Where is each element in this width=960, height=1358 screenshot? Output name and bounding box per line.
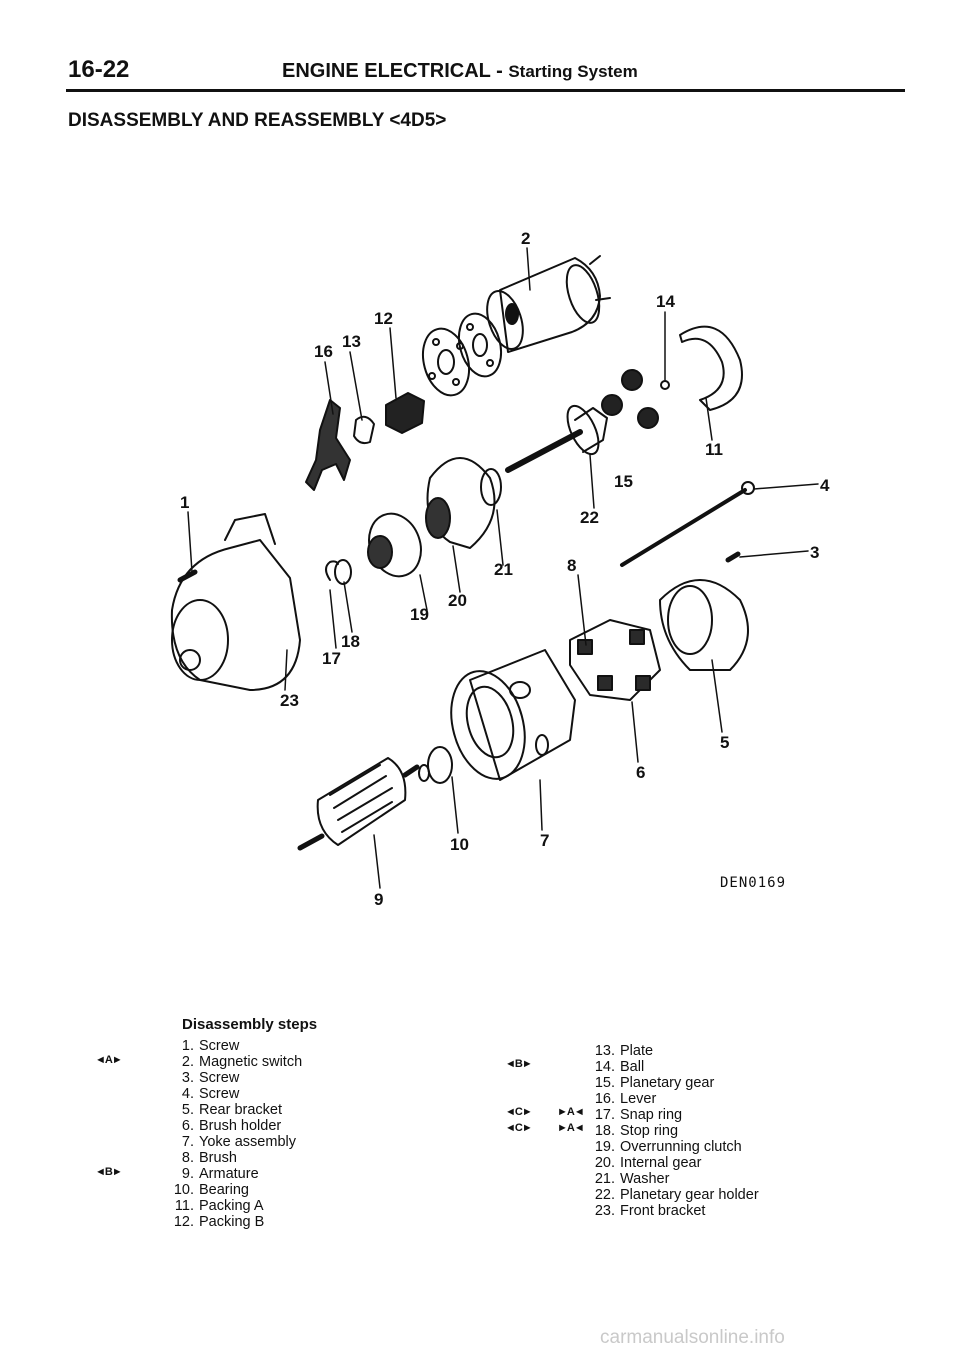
packing-plates-drawing (416, 309, 508, 401)
step-item (591, 1107, 759, 1123)
step-number: 4. (181, 1086, 194, 1102)
step-item (591, 1059, 759, 1075)
packing-a-ring-drawing (680, 327, 742, 410)
ball-drawing (661, 381, 669, 389)
callout-21: 21 (494, 560, 513, 579)
washer-drawing (481, 469, 501, 505)
callout-7: 7 (540, 831, 550, 850)
rear-screw-drawing (728, 554, 738, 560)
step-number: 14. (594, 1059, 615, 1075)
armature-drawing (300, 758, 417, 848)
step-number: 11. (174, 1198, 194, 1214)
step-item (591, 1155, 759, 1171)
title-dash: - (490, 60, 509, 82)
step-item (170, 1054, 302, 1070)
step-label: Magnetic switch (199, 1054, 303, 1070)
overrunning-clutch-drawing (361, 506, 430, 583)
step-label: Internal gear (620, 1155, 702, 1171)
step-number: 13. (594, 1043, 615, 1059)
page-number: 16-22 (68, 56, 130, 83)
step-number: 10. (173, 1182, 194, 1198)
callout-8: 8 (567, 556, 577, 575)
callout-18: 18 (341, 632, 360, 651)
figure-code: DEN0169 (720, 875, 787, 891)
callout-14: 14 (656, 292, 675, 311)
callout-9: 9 (374, 890, 384, 909)
step-label: Ball (620, 1059, 645, 1075)
step-number: 23. (594, 1203, 615, 1219)
step-item (591, 1091, 759, 1107)
step-label: Packing B (199, 1214, 265, 1230)
watermark: carmanualsonline.info (600, 1327, 785, 1348)
planetary-gears-drawing (602, 370, 658, 428)
step-label: Planetary gear holder (620, 1187, 759, 1203)
step-item (591, 1203, 759, 1219)
step-label: Overrunning clutch (620, 1139, 742, 1155)
step-label: Snap ring (620, 1107, 683, 1123)
step-label: Packing A (199, 1198, 264, 1214)
service-mark-b: ◄B► (95, 1166, 122, 1178)
step-label: Front bracket (620, 1203, 706, 1219)
yoke-assembly-drawing (440, 650, 575, 787)
callout-20: 20 (448, 591, 467, 610)
step-number: 19. (594, 1139, 615, 1155)
step-item (170, 1070, 302, 1086)
chapter-subtitle: Starting System (508, 62, 638, 81)
service-mark-b: ◄B► (505, 1058, 532, 1070)
step-item (591, 1187, 759, 1203)
callout-23: 23 (280, 691, 299, 710)
callout-13: 13 (342, 332, 361, 351)
chapter-title: ENGINE ELECTRICAL (282, 60, 491, 82)
step-item (170, 1102, 302, 1118)
callout-11: 11 (705, 440, 723, 459)
service-mark-a-inward: ►A◄ (557, 1106, 584, 1118)
service-mark-a: ◄A► (95, 1054, 122, 1066)
step-number: 18. (594, 1123, 615, 1139)
service-mark-a-inward: ►A◄ (557, 1122, 584, 1134)
step-item (170, 1150, 302, 1166)
step-item (591, 1043, 759, 1059)
internal-gear-drawing (426, 458, 495, 548)
step-item (591, 1123, 759, 1139)
step-label: Planetary gear (620, 1075, 715, 1091)
step-number: 21. (594, 1171, 615, 1187)
through-bolt-drawing (622, 490, 745, 565)
callout-5: 5 (720, 733, 730, 752)
lever-drawing (306, 400, 350, 490)
rear-bracket-drawing (660, 580, 748, 670)
step-number: 6. (181, 1118, 194, 1134)
step-item (170, 1214, 302, 1230)
callout-22: 22 (580, 508, 599, 527)
service-mark-c: ◄C► (505, 1122, 532, 1134)
callout-6: 6 (636, 763, 646, 782)
step-number: 16. (594, 1091, 615, 1107)
step-number: 9. (181, 1166, 194, 1182)
step-label: Armature (199, 1166, 259, 1182)
step-number: 5. (181, 1102, 194, 1118)
step-label: Stop ring (620, 1123, 679, 1139)
step-number: 12. (173, 1214, 194, 1230)
callout-1: 1 (180, 493, 190, 512)
step-label: Rear bracket (199, 1102, 283, 1118)
step-item (170, 1038, 302, 1054)
step-label: Yoke assembly (199, 1134, 296, 1150)
step-label: Washer (620, 1171, 670, 1187)
callout-12: 12 (374, 309, 393, 328)
callout-10: 10 (450, 835, 469, 854)
stop-ring-drawing (335, 560, 351, 584)
step-item (170, 1134, 302, 1150)
step-item (170, 1166, 302, 1182)
front-bracket-drawing (172, 514, 300, 690)
step-item (170, 1182, 302, 1198)
callout-2: 2 (521, 229, 531, 248)
planetary-holder-drawing (508, 401, 607, 470)
step-item (170, 1086, 302, 1102)
brush-holder-drawing (570, 620, 660, 700)
packing-block-drawing (386, 393, 424, 433)
step-label: Plate (620, 1043, 654, 1059)
step-number: 2. (181, 1054, 194, 1070)
step-label: Lever (620, 1091, 657, 1107)
step-item (170, 1198, 302, 1214)
callout-19: 19 (410, 605, 429, 624)
step-label: Screw (199, 1086, 240, 1102)
callout-17: 17 (322, 649, 341, 668)
service-mark-c: ◄C► (505, 1106, 532, 1118)
steps-list-right (591, 1043, 759, 1219)
step-label: Screw (199, 1070, 240, 1086)
callout-4: 4 (820, 476, 830, 495)
step-number: 17. (594, 1107, 615, 1123)
step-item (591, 1139, 759, 1155)
step-label: Brush (199, 1150, 237, 1166)
callout-16: 16 (314, 342, 333, 361)
step-label: Brush holder (199, 1118, 282, 1134)
step-number: 8. (181, 1150, 194, 1166)
callout-3: 3 (810, 543, 820, 562)
step-number: 3. (181, 1070, 194, 1086)
bearing-drawing (419, 747, 452, 783)
steps-heading: Disassembly steps (182, 1016, 318, 1033)
section-title: DISASSEMBLY AND REASSEMBLY <4D5> (68, 110, 447, 131)
step-item (591, 1075, 759, 1091)
step-item (591, 1171, 759, 1187)
callout-15: 15 (614, 472, 633, 491)
step-label: Bearing (199, 1182, 249, 1198)
step-number: 1. (181, 1038, 194, 1054)
step-label: Screw (199, 1038, 240, 1054)
step-number: 7. (181, 1134, 194, 1150)
step-number: 22. (594, 1187, 615, 1203)
step-number: 20. (594, 1155, 615, 1171)
steps-list-left (170, 1038, 302, 1230)
step-item (170, 1118, 302, 1134)
step-number: 15. (594, 1075, 615, 1091)
plate-drawing (354, 417, 374, 443)
